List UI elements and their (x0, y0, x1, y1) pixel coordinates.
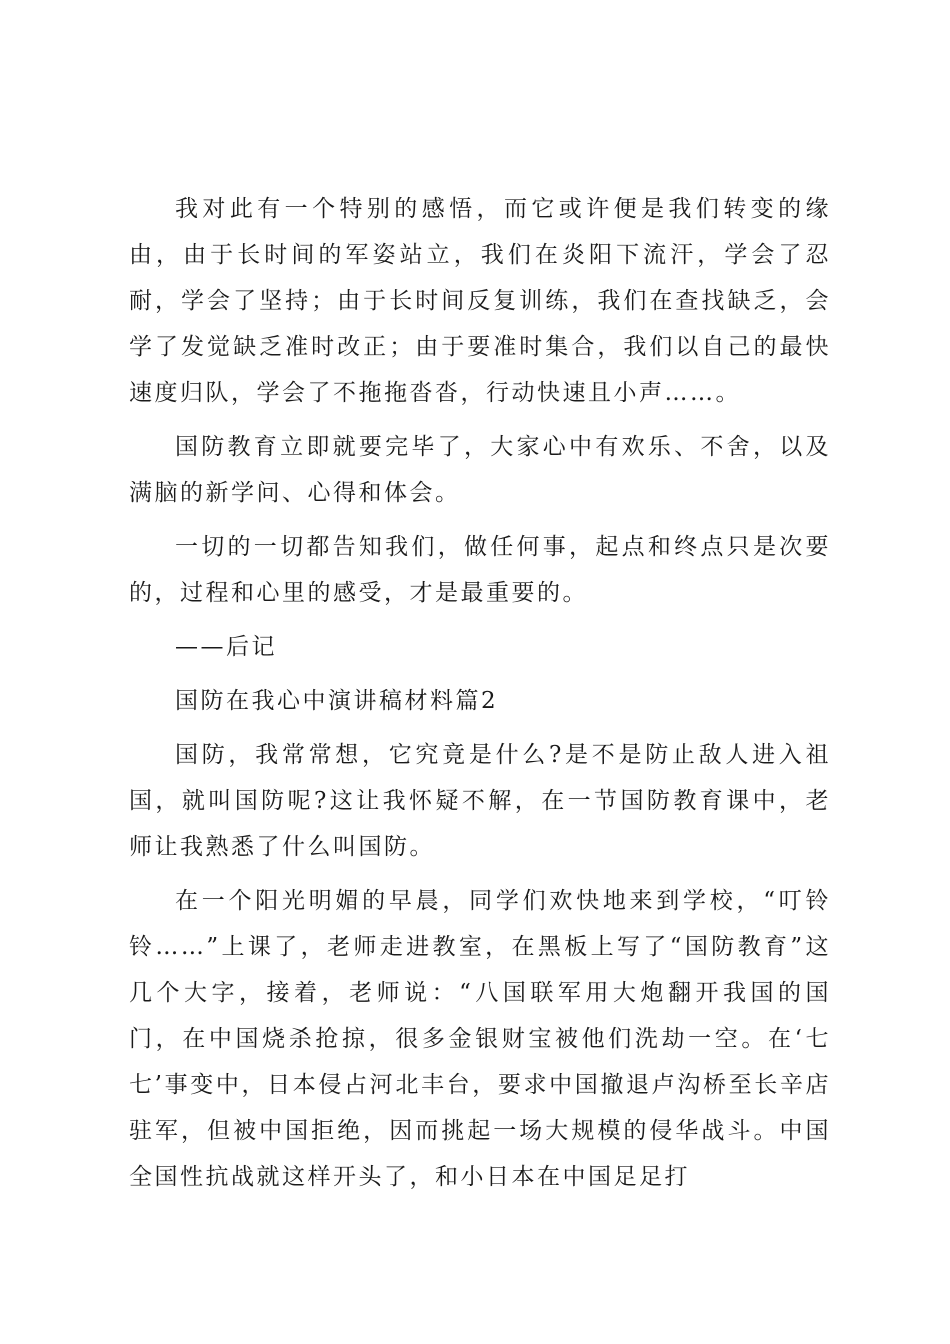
paragraph-story: 在一个阳光明媚的早晨，同学们欢快地来到学校，“叮铃铃……”上课了，老师走进教室，在黑板上写了“国防教育”这几个大字，接着，老师说：“八国联军用大炮翻开我国的国门，在中国烧杀抢掠，很多金银财宝被他们洗劫一空。在‘七七’事变中，日本侵占河北丰台，要求中国撤退卢沟桥至长辛店驻军，但被中国拒绝，因而挑起一场大规模的侵华战斗。中国全国性抗战就这样开头了，和小日本在中国足足打 (129, 888, 831, 1190)
paragraph-ending: 国防教育立即就要完毕了，大家心中有欢乐、不舍，以及满脑的新学问、心得和体会。 (129, 434, 831, 506)
section-title: 国防在我心中演讲稿材料篇2 (175, 688, 499, 714)
afterword-label: ——后记 (175, 634, 277, 660)
paragraph-question: 国防，我常常想，它究竟是什么?是不是防止敌人进入祖国，就叫国防呢?这让我怀疑不解，在一节国防教育课中，老师让我熟悉了什么叫国防。 (129, 742, 831, 860)
document-body (129, 186, 831, 1208)
paragraph-conclusion: 一切的一切都告知我们，做任何事，起点和终点只是次要的，过程和心里的感受，才是最重要的。 (129, 534, 831, 606)
paragraph-reflection: 我对此有一个特别的感悟，而它或许便是我们转变的缘由，由于长时间的军姿站立，我们在炎阳下流汗，学会了忍耐，学会了坚持；由于长时间反复训练，我们在查找缺乏，会学了发觉缺乏准时改正；由于要准时集合，我们以自己的最快速度归队，学会了不拖拖沓沓，行动快速且小声……。 (129, 196, 831, 406)
